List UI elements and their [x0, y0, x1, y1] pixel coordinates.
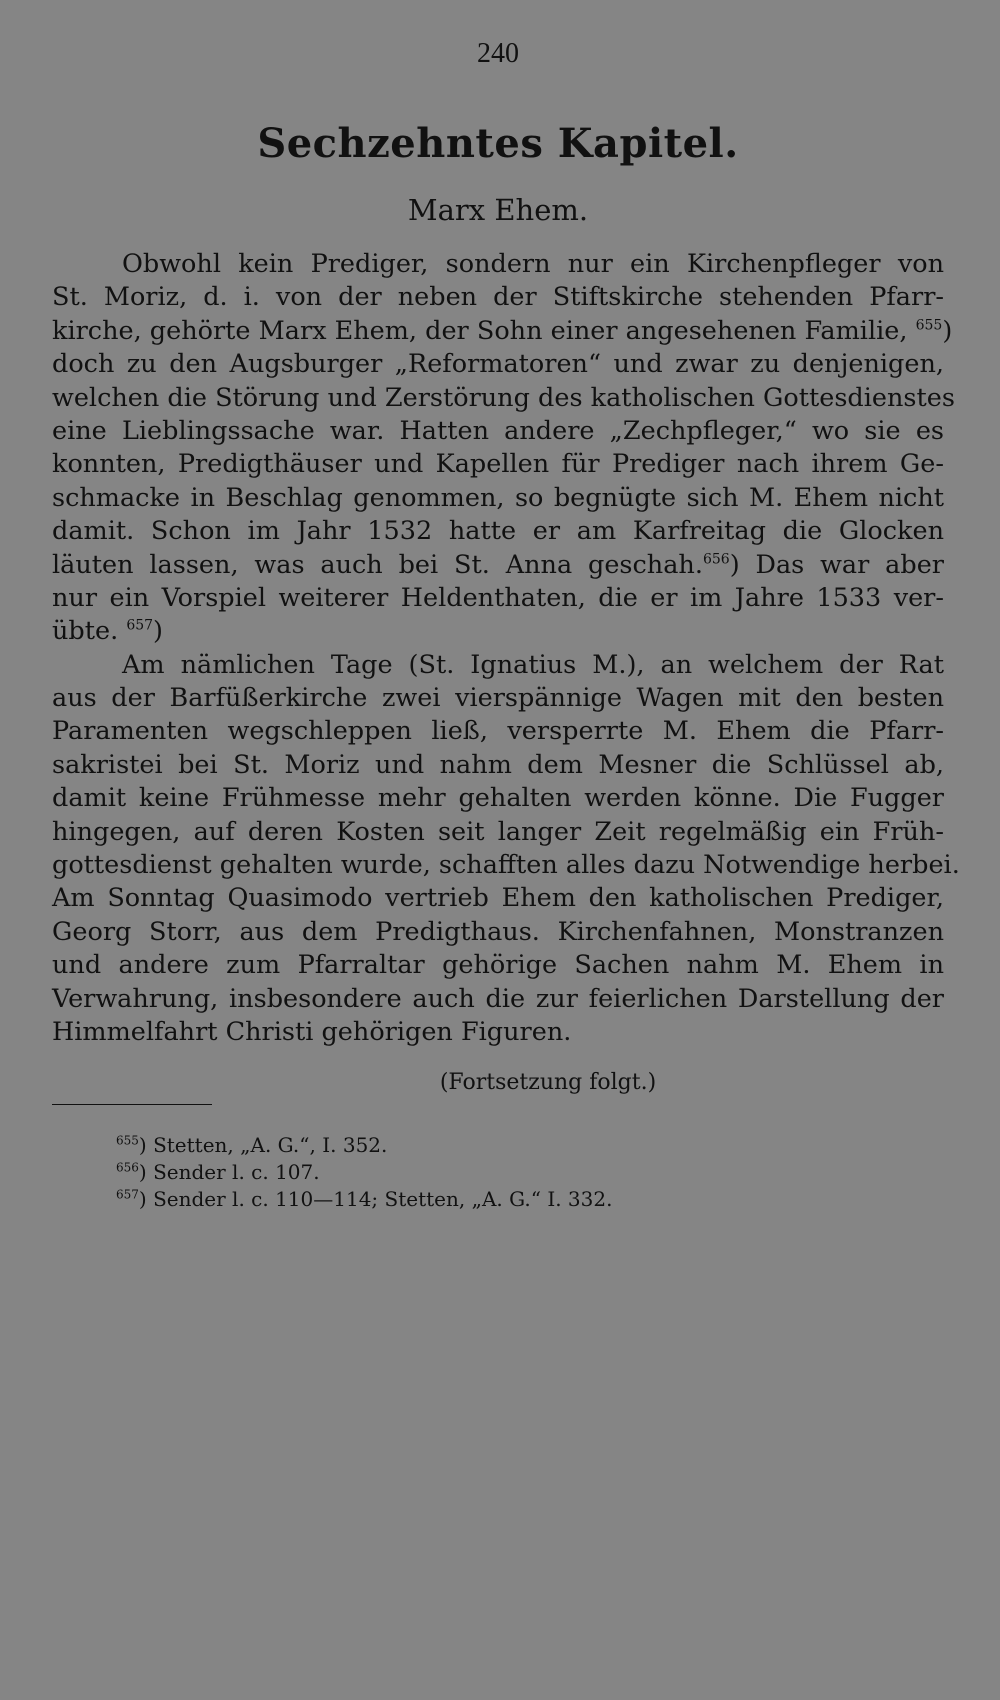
text-line: übte. $^{657}$) [52, 616, 163, 647]
footnote-ref: 656 [702, 551, 730, 568]
text-line: damit keine Frühmesse mehr gehalten werden könne. Die Fugger [52, 783, 944, 814]
text-line: hingegen, auf deren Kosten seit langer Zeit regelmäßig ein Früh- [52, 816, 944, 847]
footnote: $^{657}$) Sender l. c. 110—114; Stetten, „A. G.“ I. 332. [116, 1187, 613, 1211]
footnote-mark: 656 [116, 1160, 139, 1175]
text-line: damit. Schon im Jahr 1532 hatte er am Karfreitag die Glocken [52, 516, 944, 547]
footnote-ref: 657 [126, 617, 154, 634]
document-page [52, 0, 960, 1700]
text-line: gottesdienst gehalten wurde, schafften alles dazu Notwendige herbei. [52, 850, 960, 881]
text-line: sakristei bei St. Moriz und nahm dem Mesner die Schlüssel ab, [52, 749, 944, 780]
text-line: Georg Storr, aus dem Predigthaus. Kirchenfahnen, Monstranzen [52, 916, 944, 947]
continuation-note: (Fortsetzung folgt.) [439, 1070, 657, 1095]
text-line: nur ein Vorspiel weiterer Heldenthaten, die er im Jahre 1533 ver- [52, 582, 944, 613]
text-line: Verwahrung, insbesondere auch die zur feierlichen Darstellung der [52, 983, 944, 1014]
body-text [52, 248, 960, 1049]
page-number: 240 [477, 38, 519, 69]
text-line: kirche, gehörte Marx Ehem, der Sohn einer angesehenen Familie, $^{655}$) [52, 315, 953, 346]
footnote-divider [52, 1104, 212, 1105]
text-line: aus der Barfüßerkirche zwei vierspännige Wagen mit den besten [52, 683, 944, 714]
text-line: Himmelfahrt Christi gehörigen Figuren. [52, 1016, 572, 1047]
footnotes [116, 1132, 916, 1213]
paragraph-2 [52, 649, 960, 1050]
text-line: und andere zum Pfarraltar gehörige Sachen nahm M. Ehem in [52, 950, 944, 981]
text-line: schmacke in Beschlag genommen, so begnügte sich M. Ehem nicht [52, 482, 944, 513]
text-line: Paramenten wegschleppen ließ, versperrte M. Ehem die Pfarr- [52, 716, 944, 747]
chapter-title: Sechzehntes Kapitel. [257, 120, 739, 167]
text-line: doch zu den Augsburger „Reformatoren“ und zwar zu denjenigen, [52, 349, 944, 380]
text-line: Obwohl kein Prediger, sondern nur ein Kirchenpfleger von [122, 249, 944, 279]
paragraph-1 [52, 248, 955, 649]
section-title: Marx Ehem. [407, 193, 589, 227]
text-line: welchen die Störung und Zerstörung des katholischen Gottesdienstes [52, 382, 955, 413]
text-line: läuten lassen, was auch bei St. Anna geschah.$^{656}$) Das war aber [52, 549, 944, 580]
text-line: Am Sonntag Quasimodo vertrieb Ehem den katholischen Prediger, [52, 883, 944, 914]
text-line: eine Lieblingssache war. Hatten andere „Zechpfleger,“ wo sie es [52, 415, 944, 446]
text-line: konnten, Predigthäuser und Kapellen für Prediger nach ihrem Ge- [52, 449, 944, 480]
footnote: $^{656}$) Sender l. c. 107. [116, 1160, 320, 1184]
footnote-mark: 657 [116, 1187, 139, 1202]
text-line: St. Moriz, d. i. von der neben der Stiftskirche stehenden Pfarr- [52, 282, 944, 313]
footnote: $^{655}$) Stetten, „A. G.“, I. 352. [116, 1133, 388, 1157]
text-line: Am nämlichen Tage (St. Ignatius M.), an welchem der Rat [122, 649, 944, 680]
footnote-mark: 655 [116, 1133, 139, 1148]
footnote-ref: 655 [915, 317, 943, 334]
